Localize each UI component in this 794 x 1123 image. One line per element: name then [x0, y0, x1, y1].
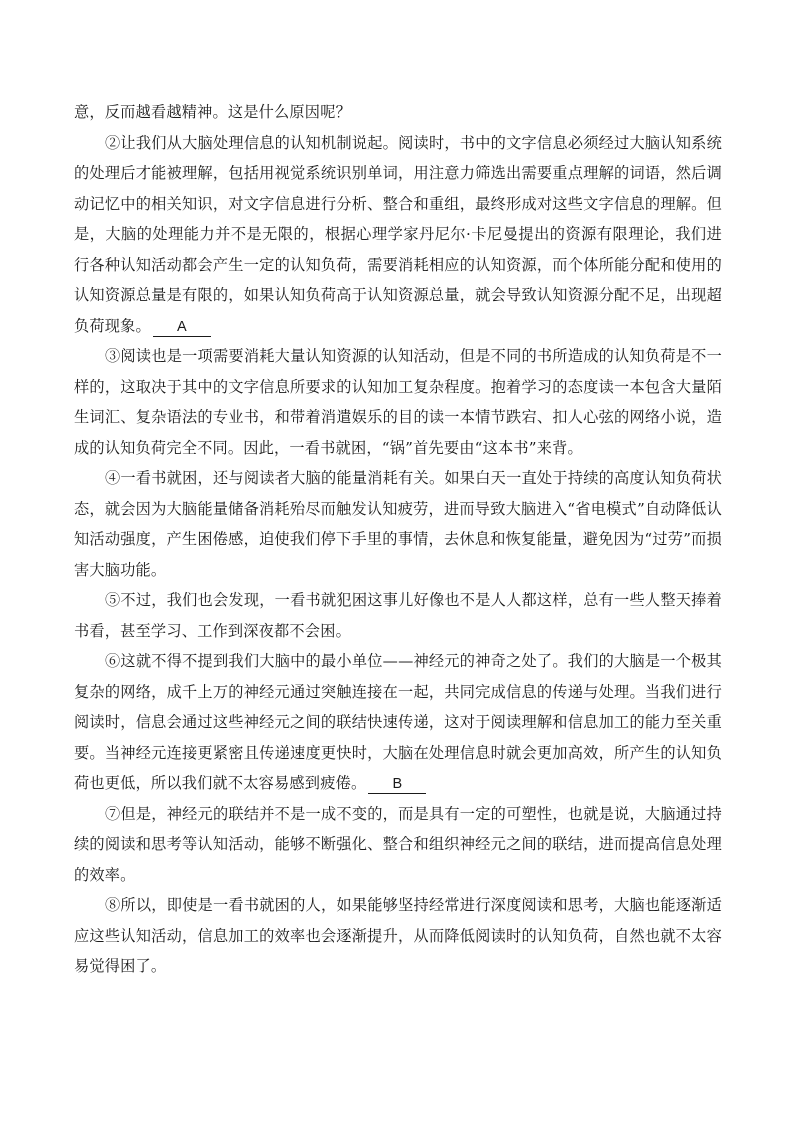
paragraph-8: [74, 890, 722, 982]
paragraph-text: ④一看书就困，还与阅读者大脑的能量消耗有关。如果白天一直处于持续的高度认知负荷状态，就会因为大脑能量储备消耗殆尽而触发认知疲劳，进而导致大脑进入“省电模式”自动降低认知活动强度，产生困倦感，迫使我们停下手里的事情，去休息和恢复能量，避免因为“过劳”而损害大脑功能。: [74, 469, 722, 579]
paragraph-6: [74, 646, 722, 799]
paragraph-continued: [74, 97, 722, 128]
fill-blank-b: B: [368, 775, 426, 794]
paragraph-2: [74, 128, 722, 342]
fill-blank-a: A: [153, 318, 211, 337]
paragraph-7: [74, 799, 722, 891]
paragraph-3: [74, 341, 722, 463]
paragraph-text: ②让我们从大脑处理信息的认知机制说起。阅读时，书中的文字信息必须经过大脑认知系统的处理后才能被理解，包括用视觉系统识别单词，用注意力筛选出需要重点理解的词语，然后调动记忆中的相关知识，对文字信息进行分析、整合和重组，最终形成对这些文字信息的理解。但是，大脑的处理能力并不是无限的，根据心理学家丹尼尔·卡尼曼提出的资源有限理论，我们进行各种认知活动都会产生一定的认知负荷，需要消耗相应的认知资源，而个体所能分配和使用的认知资源总量是有限的，如果认知负荷高于认知资源总量，就会导致认知资源分配不足，出现超负荷现象。: [74, 133, 722, 335]
paragraph-4: [74, 463, 722, 585]
paragraph-text: ⑧所以，即使是一看书就困的人，如果能够坚持经常进行深度阅读和思考，大脑也能逐渐适应这些认知活动，信息加工的效率也会逐渐提升，从而降低阅读时的认知负荷，自然也就不太容易觉得困了。: [74, 896, 722, 975]
paragraph-text: ⑦但是，神经元的联结并不是一成不变的，而是具有一定的可塑性，也就是说，大脑通过持续的阅读和思考等认知活动，能够不断强化、整合和组织神经元之间的联结，进而提高信息处理的效率。: [74, 804, 722, 884]
paragraph-text: ⑤不过，我们也会发现，一看书就犯困这事儿好像也不是人人都这样，总有一些人整天捧着书看，甚至学习、工作到深夜都不会困。: [74, 591, 722, 640]
paragraph-text: ③阅读也是一项需要消耗大量认知资源的认知活动，但是不同的书所造成的认知负荷是不一样的，这取决于其中的文字信息所要求的认知加工复杂程度。抱着学习的态度读一本包含大量陌生词汇、复杂语法的专业书，和带着消遣娱乐的目的读一本情节跌宕、扣人心弦的网络小说，造成的认知负荷完全不同。因此，一看书就困，“锅”首先要由“这本书”来背。: [74, 347, 722, 457]
paragraph-5: [74, 585, 722, 646]
article-body: [74, 97, 722, 982]
paragraph-text: ⑥这就不得不提到我们大脑中的最小单位——神经元的神奇之处了。我们的大脑是一个极其复杂的网络，成千上万的神经元通过突触连接在一起，共同完成信息的传递与处理。当我们进行阅读时，信息会通过这些神经元之间的联结快速传递，这对于阅读理解和信息加工的能力至关重要。当神经元连接更紧密且传递速度更快时，大脑在处理信息时就会更加高效，所产生的认知负荷也更低，所以我们就不太容易感到疲倦。: [74, 652, 722, 792]
paragraph-text: 意，反而越看越精神。这是什么原因呢？: [74, 103, 351, 121]
